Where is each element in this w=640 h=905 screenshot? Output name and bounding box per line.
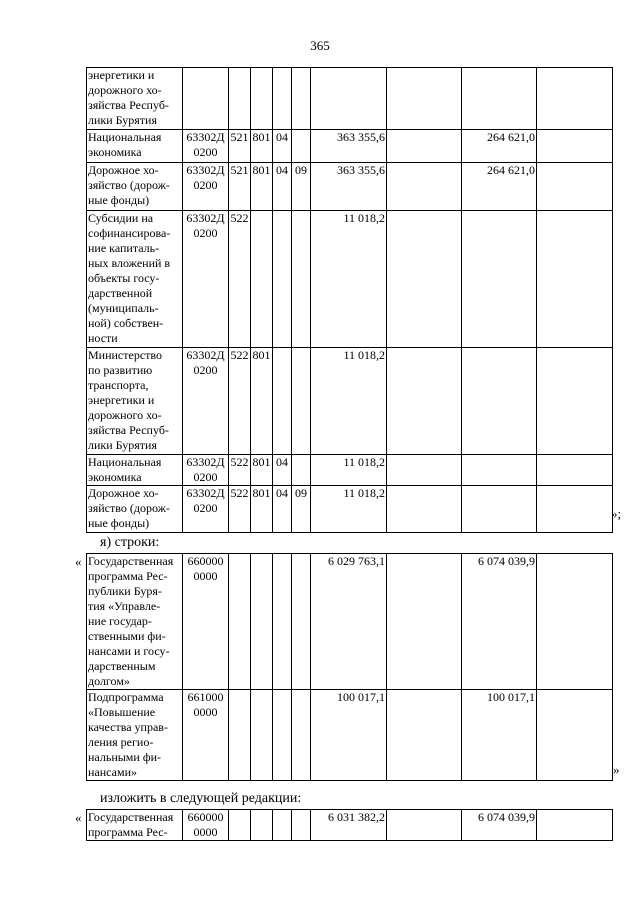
cell-v4 bbox=[537, 211, 613, 348]
cell-v3 bbox=[462, 68, 537, 130]
cell-code: 660000 0000 bbox=[183, 554, 229, 690]
cell-c2: 801 bbox=[251, 455, 273, 486]
cell-c4: 09 bbox=[292, 486, 311, 533]
cell-v1: 11 018,2 bbox=[311, 348, 387, 455]
table-row bbox=[87, 130, 613, 163]
cell-c1 bbox=[229, 810, 251, 841]
section-heading-ya: я) строки: bbox=[100, 535, 160, 550]
table-row bbox=[87, 68, 613, 130]
cell-c4 bbox=[292, 348, 311, 455]
cell-c3 bbox=[273, 554, 292, 690]
cell-v4 bbox=[537, 348, 613, 455]
cell-c1: 521 bbox=[229, 130, 251, 163]
open-quote-3: « bbox=[75, 810, 82, 825]
cell-c2: 801 bbox=[251, 348, 273, 455]
cell-c4 bbox=[292, 810, 311, 841]
table-row bbox=[87, 163, 613, 211]
page-number: 365 bbox=[310, 38, 330, 53]
cell-v1: 363 355,6 bbox=[311, 130, 387, 163]
cell-v2 bbox=[387, 130, 462, 163]
cell-c4: 09 bbox=[292, 163, 311, 211]
table-row bbox=[87, 348, 613, 455]
cell-c1: 521 bbox=[229, 163, 251, 211]
cell-v3: 6 074 039,9 bbox=[462, 554, 537, 690]
cell-name: Государственная программа Рес- публики Буря- тия «Управле- ние государ- ственными фи- нансами и госу- дарственным долгом» bbox=[87, 554, 183, 690]
cell-c4 bbox=[292, 130, 311, 163]
cell-v2 bbox=[387, 554, 462, 690]
cell-c2 bbox=[251, 211, 273, 348]
cell-v1: 11 018,2 bbox=[311, 211, 387, 348]
cell-name: Дорожное хо- зяйство (дорож- ные фонды) bbox=[87, 486, 183, 533]
close-quote-1: »; bbox=[611, 506, 622, 521]
cell-c1: 522 bbox=[229, 486, 251, 533]
cell-c4 bbox=[292, 554, 311, 690]
cell-v1: 6 031 382,2 bbox=[311, 810, 387, 841]
cell-code: 63302Д 0200 bbox=[183, 163, 229, 211]
cell-c2 bbox=[251, 690, 273, 781]
cell-v1: 363 355,6 bbox=[311, 163, 387, 211]
cell-v4 bbox=[537, 690, 613, 781]
cell-code: 63302Д 0200 bbox=[183, 455, 229, 486]
cell-c4 bbox=[292, 690, 311, 781]
cell-name: Национальная экономика bbox=[87, 455, 183, 486]
cell-v1: 11 018,2 bbox=[311, 486, 387, 533]
cell-v3 bbox=[462, 211, 537, 348]
cell-v3: 100 017,1 bbox=[462, 690, 537, 781]
cell-c3 bbox=[273, 690, 292, 781]
cell-v3: 6 074 039,9 bbox=[462, 810, 537, 841]
cell-c1 bbox=[229, 690, 251, 781]
budget-table-3 bbox=[86, 809, 613, 841]
cell-v3: 264 621,0 bbox=[462, 130, 537, 163]
cell-code: 661000 0000 bbox=[183, 690, 229, 781]
cell-code bbox=[183, 68, 229, 130]
cell-c2: 801 bbox=[251, 130, 273, 163]
cell-c3: 04 bbox=[273, 163, 292, 211]
cell-v4 bbox=[537, 455, 613, 486]
cell-name: Государственная программа Рес- bbox=[87, 810, 183, 841]
cell-c3 bbox=[273, 68, 292, 130]
cell-code: 660000 0000 bbox=[183, 810, 229, 841]
cell-c3 bbox=[273, 348, 292, 455]
cell-v4 bbox=[537, 486, 613, 533]
cell-c4 bbox=[292, 68, 311, 130]
cell-v1: 6 029 763,1 bbox=[311, 554, 387, 690]
cell-v2 bbox=[387, 486, 462, 533]
cell-v3 bbox=[462, 348, 537, 455]
cell-c2 bbox=[251, 68, 273, 130]
open-quote-2: « bbox=[75, 554, 82, 569]
table-row bbox=[87, 810, 613, 841]
table-row bbox=[87, 211, 613, 348]
cell-c2 bbox=[251, 554, 273, 690]
table-row bbox=[87, 455, 613, 486]
table-row bbox=[87, 690, 613, 781]
cell-c3 bbox=[273, 211, 292, 348]
cell-c1: 522 bbox=[229, 455, 251, 486]
cell-v2 bbox=[387, 163, 462, 211]
close-quote-2: » bbox=[613, 762, 620, 777]
cell-c2 bbox=[251, 810, 273, 841]
cell-name: Министерство по развитию транспорта, энергетики и дорожного хо- зяйства Респуб- лики Бурятия bbox=[87, 348, 183, 455]
cell-name: Дорожное хо- зяйство (дорож- ные фонды) bbox=[87, 163, 183, 211]
cell-v4 bbox=[537, 130, 613, 163]
cell-v4 bbox=[537, 810, 613, 841]
cell-v4 bbox=[537, 163, 613, 211]
cell-v1: 11 018,2 bbox=[311, 455, 387, 486]
cell-v2 bbox=[387, 348, 462, 455]
cell-v2 bbox=[387, 690, 462, 781]
cell-name: Субсидии на софинансирова- ние капиталь- ных вложений в объекты госу- дарственной (муниципаль- ной) собствен- ности bbox=[87, 211, 183, 348]
cell-c3: 04 bbox=[273, 486, 292, 533]
cell-c4 bbox=[292, 455, 311, 486]
budget-table-1 bbox=[86, 67, 613, 533]
cell-code: 63302Д 0200 bbox=[183, 486, 229, 533]
cell-v4 bbox=[537, 554, 613, 690]
cell-v1 bbox=[311, 68, 387, 130]
table-row bbox=[87, 554, 613, 690]
cell-c1 bbox=[229, 554, 251, 690]
cell-name: энергетики и дорожного хо- зяйства Респуб- лики Бурятия bbox=[87, 68, 183, 130]
cell-c1 bbox=[229, 68, 251, 130]
cell-c3 bbox=[273, 810, 292, 841]
cell-c3: 04 bbox=[273, 130, 292, 163]
cell-v2 bbox=[387, 211, 462, 348]
cell-name: Подпрограмма «Повышение качества управ- ления регио- нальными фи- нансами» bbox=[87, 690, 183, 781]
cell-c3: 04 bbox=[273, 455, 292, 486]
cell-code: 63302Д 0200 bbox=[183, 130, 229, 163]
cell-v3: 264 621,0 bbox=[462, 163, 537, 211]
cell-c1: 522 bbox=[229, 348, 251, 455]
cell-c2: 801 bbox=[251, 163, 273, 211]
cell-c1: 522 bbox=[229, 211, 251, 348]
budget-table-2 bbox=[86, 553, 613, 781]
cell-v3 bbox=[462, 455, 537, 486]
cell-v3 bbox=[462, 486, 537, 533]
cell-v4 bbox=[537, 68, 613, 130]
cell-c4 bbox=[292, 211, 311, 348]
cell-name: Национальная экономика bbox=[87, 130, 183, 163]
cell-v2 bbox=[387, 455, 462, 486]
section-heading-new: изложить в следующей редакции: bbox=[100, 791, 302, 806]
cell-v1: 100 017,1 bbox=[311, 690, 387, 781]
table-row bbox=[87, 486, 613, 533]
cell-v2 bbox=[387, 810, 462, 841]
cell-v2 bbox=[387, 68, 462, 130]
cell-code: 63302Д 0200 bbox=[183, 348, 229, 455]
cell-code: 63302Д 0200 bbox=[183, 211, 229, 348]
cell-c2: 801 bbox=[251, 486, 273, 533]
